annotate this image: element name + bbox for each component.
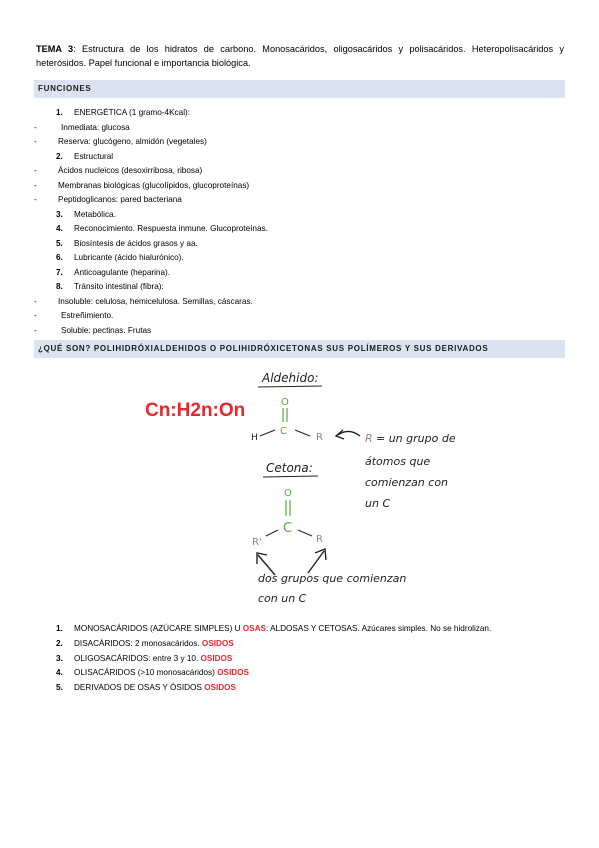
funcion-row [34, 150, 554, 165]
aldehido-oxygen: O [281, 397, 289, 408]
cetona-oxygen: O [284, 488, 292, 499]
funcion-row [34, 193, 554, 208]
cetona-carbon: C [283, 521, 293, 536]
funcion-text: ENERGÉTICA (1 gramo-4Kcal): [74, 108, 191, 117]
funcion-subitem: Inmediata: glucosa [61, 122, 130, 132]
funcion-row [34, 106, 554, 121]
funcion-text: Lubricante (ácido hialurónico). [74, 253, 184, 262]
funcion-text: Estructural [74, 151, 114, 161]
funcion-row [34, 309, 554, 324]
right-arrow-shaft [308, 551, 324, 573]
aldehido-bond-h [260, 430, 275, 436]
funcion-text: Biosíntesis de ácidos grasos y aa. [74, 238, 198, 248]
r-note-line-2: átomos que [365, 455, 431, 468]
categorias-list [34, 622, 564, 696]
bullet-dash: - [34, 137, 37, 146]
bullet-dash: - [34, 195, 37, 204]
funcion-row [34, 222, 554, 237]
section-heading-que-son: ¿QUÉ SON? POLIHIDRÓXIALDEHIDOS O POLIHIDRÓXICETONAS SUS POLÍMEROS Y SUS DERIVADOS [34, 340, 565, 358]
funcion-row [34, 164, 554, 179]
general-formula: Cn:H2n:On [145, 400, 246, 421]
funcion-row [34, 251, 554, 266]
funcion-row [34, 135, 554, 150]
r-note-line-4: un C [365, 497, 391, 510]
categoria-text [74, 681, 236, 696]
funcion-subitem: Peptidoglicanos: pared bacteriana [58, 195, 182, 204]
bullet-dash: - [34, 180, 37, 190]
carbohydrate-diagram [120, 360, 480, 610]
aldehido-bond-r [295, 430, 310, 436]
categoria-highlight: OSIDOS [200, 653, 233, 663]
categoria-text [74, 652, 232, 667]
cetona-label: Cetona: [266, 461, 313, 475]
categoria-text [74, 637, 234, 652]
cetona-underline [263, 476, 318, 477]
funcion-row [34, 295, 554, 310]
categoria-number: 4. [56, 668, 63, 678]
funcion-subitem: Ácidos nucleicos (desoxirribosa, ribosa) [58, 166, 203, 175]
bottom-note-line-1: dos grupos que comienzan [258, 572, 407, 585]
funcion-number: 7. [56, 267, 63, 277]
categoria-part: DISACÁRIDOS: 2 monosacáridos. [74, 638, 202, 648]
categoria-number: 3. [56, 653, 63, 663]
bullet-dash: - [34, 311, 37, 320]
funciones-list [34, 106, 554, 338]
funcion-row [34, 208, 554, 223]
categoria-text [74, 622, 491, 637]
funcion-row [34, 324, 554, 339]
categoria-text [74, 666, 249, 681]
funcion-text: Reconocimiento. Respuesta inmune. Glucoproteínas. [74, 224, 268, 233]
funcion-subitem: Reserva: glucógeno, almidón (vegetales) [58, 137, 207, 146]
funcion-number: 3. [56, 209, 63, 219]
aldehido-carbon: C [280, 426, 287, 437]
funcion-subitem: Soluble: pectinas. Frutas [61, 325, 152, 335]
title-label: TEMA 3 [36, 44, 74, 54]
categoria-row [34, 622, 564, 637]
categoria-part: DERIVADOS DE OSAS Y ÓSIDOS [74, 683, 205, 693]
funcion-number: 8. [56, 282, 63, 291]
funcion-number: 2. [56, 151, 63, 161]
funcion-row [34, 266, 554, 281]
categoria-part: OLISACÁRIDOS (>10 monosacáridos) [74, 668, 218, 678]
categoria-number: 2. [56, 638, 63, 648]
categoria-number: 1. [56, 624, 63, 633]
categoria-part: OLIGOSACÁRIDOS: entre 3 y 10. [74, 653, 201, 663]
bullet-dash: - [34, 296, 37, 306]
aldehido-label: Aldehido: [262, 371, 319, 385]
funcion-subitem: Estreñimiento. [61, 311, 114, 320]
funcion-text: Tránsito intestinal (fibra): [74, 282, 164, 291]
cetona-bond-left [266, 530, 278, 536]
categoria-highlight: OSIDOS [201, 638, 234, 648]
funcion-text: Anticoagulante (heparina). [74, 267, 171, 277]
title-text: : Estructura de los hidratos de carbono. Monosacáridos, oligosacáridos y polisacáridos. Heteropolisacáridos y heterósidos. Papel funcional e importancia biológica. [36, 44, 564, 68]
page-title [36, 42, 564, 70]
categoria-part: MONOSACÁRIDOS (AZÚCARE SIMPLES) U [74, 624, 243, 633]
categoria-row [34, 652, 564, 667]
cetona-r-group: R [316, 534, 323, 545]
categoria-row [34, 666, 564, 681]
categoria-highlight: OSIDOS [204, 683, 236, 693]
bullet-dash: - [34, 325, 37, 335]
funcion-number: 4. [56, 224, 63, 233]
cetona-bond-right [298, 530, 312, 536]
funcion-text: Metabólica. [74, 209, 116, 219]
funcion-number: 5. [56, 238, 63, 248]
funcion-subitem: Insoluble: celulosa, hemicelulosa. Semillas, cáscaras. [58, 296, 253, 306]
funcion-row [34, 280, 554, 295]
categoria-highlight: OSAS [242, 624, 266, 633]
aldehido-underline [258, 386, 322, 387]
funcion-number: 6. [56, 253, 63, 262]
categoria-number: 5. [56, 683, 63, 693]
categoria-row [34, 681, 564, 696]
aldehido-hydrogen: H [251, 433, 258, 443]
categoria-row [34, 637, 564, 652]
bullet-dash: - [34, 122, 37, 132]
funcion-row [34, 179, 554, 194]
bottom-note-line-2: con un C [258, 592, 307, 605]
section-heading-funciones: FUNCIONES [34, 80, 565, 98]
aldehido-r-group: R [316, 432, 323, 443]
cetona-r-prime: R' [252, 537, 262, 548]
funcion-row [34, 237, 554, 252]
funcion-row [34, 121, 554, 136]
r-note-line-1: = un grupo de [376, 432, 456, 445]
funcion-subitem: Membranas biológicas (glucolípidos, glucoproteínas) [58, 180, 250, 190]
bullet-dash: - [34, 166, 37, 175]
categoria-part: : ALDOSAS Y CETOSAS. Azúcares simples. No se hidrolizan. [266, 624, 492, 633]
r-note-line-3: comienzan con [365, 476, 449, 489]
categoria-highlight: OSIDOS [217, 668, 249, 678]
funcion-number: 1. [56, 108, 63, 117]
r-note-symbol: R [365, 432, 373, 445]
right-arrowhead [315, 549, 326, 560]
